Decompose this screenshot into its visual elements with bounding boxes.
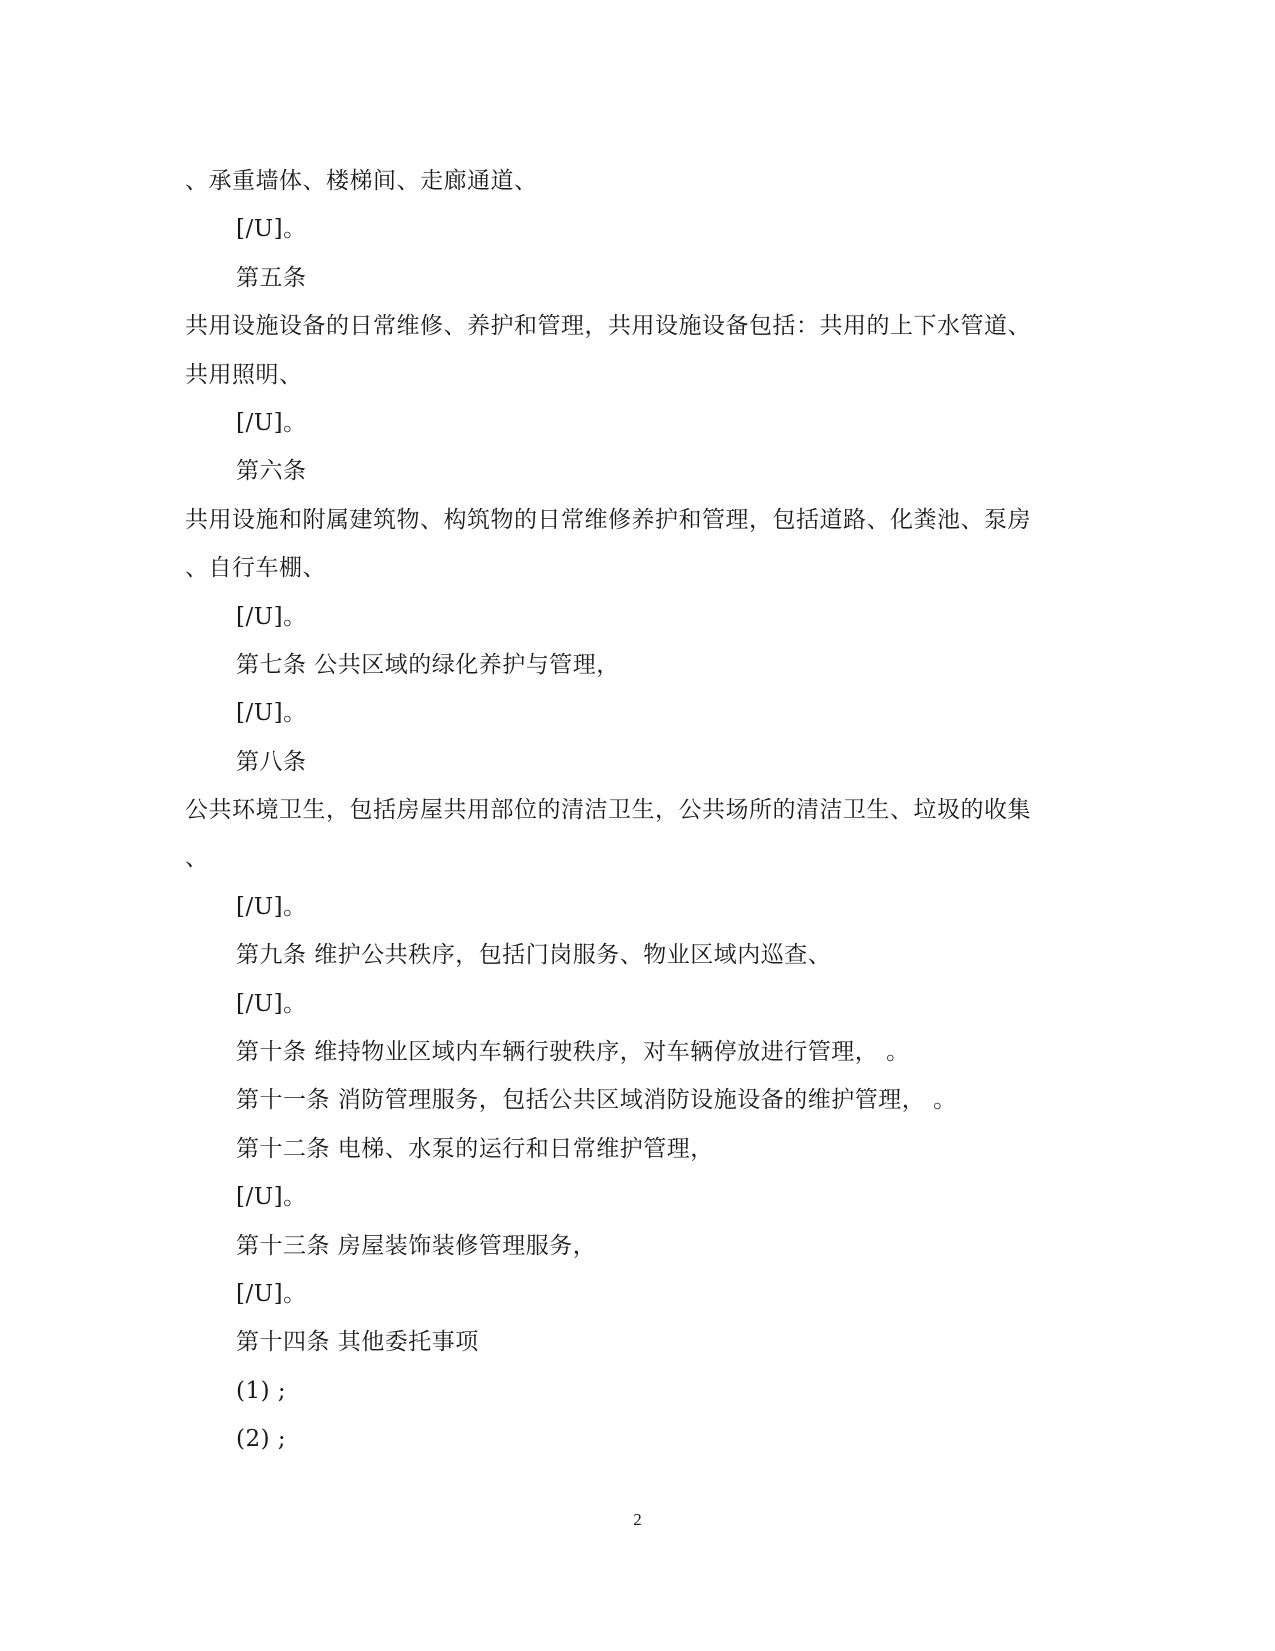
document-body: [185, 157, 1105, 1464]
article-heading: 第十一条 消防管理服务，包括公共区域消防设施设备的维护管理， 。: [236, 1087, 957, 1114]
article-heading: 第五条: [236, 264, 307, 291]
text-line: [/U]。: [236, 603, 307, 630]
text-line: 共用设施设备的日常维修、养护和管理，共用设施设备包括：共用的上下水管道、: [185, 313, 1031, 340]
article-heading: 第十二条 电梯、水泵的运行和日常维护管理，: [236, 1135, 714, 1162]
text-line: [/U]。: [236, 1184, 307, 1211]
text-line: [/U]。: [236, 409, 307, 436]
article-heading: 第十四条 其他委托事项: [236, 1329, 479, 1356]
page-number: 2: [633, 1510, 642, 1529]
article-heading: 第十条 维持物业区域内车辆行驶秩序，对车辆停放进行管理， 。: [236, 1039, 910, 1066]
article-heading: 第十三条 房屋装饰装修管理服务，: [236, 1232, 597, 1259]
text-line: [/U]。: [236, 990, 307, 1017]
article-heading: 第九条 维护公共秩序，包括门岗服务、物业区域内巡查、: [236, 942, 832, 969]
list-item: (1) ;: [236, 1377, 287, 1404]
text-line: 、: [185, 845, 209, 872]
text-line: [/U]。: [236, 700, 307, 727]
text-line: [/U]。: [236, 893, 307, 920]
text-line: 共用设施和附属建筑物、构筑物的日常维修养护和管理，包括道路、化粪池、泵房: [185, 506, 1031, 533]
text-line: 、承重墙体、楼梯间、走廊通道、: [185, 168, 538, 194]
text-line: 公共环境卫生，包括房屋共用部位的清洁卫生，公共场所的清洁卫生、垃圾的收集: [185, 797, 1031, 824]
article-heading: 第六条: [236, 458, 307, 485]
text-line: 、自行车棚、: [185, 555, 326, 582]
text-line: 共用照明、: [185, 361, 303, 388]
list-item: (2) ;: [236, 1426, 287, 1453]
text-line: [/U]。: [236, 216, 307, 243]
article-heading: 第七条 公共区域的绿化养护与管理，: [236, 651, 620, 678]
text-line: [/U]。: [236, 1280, 307, 1307]
article-heading: 第八条: [236, 748, 307, 775]
